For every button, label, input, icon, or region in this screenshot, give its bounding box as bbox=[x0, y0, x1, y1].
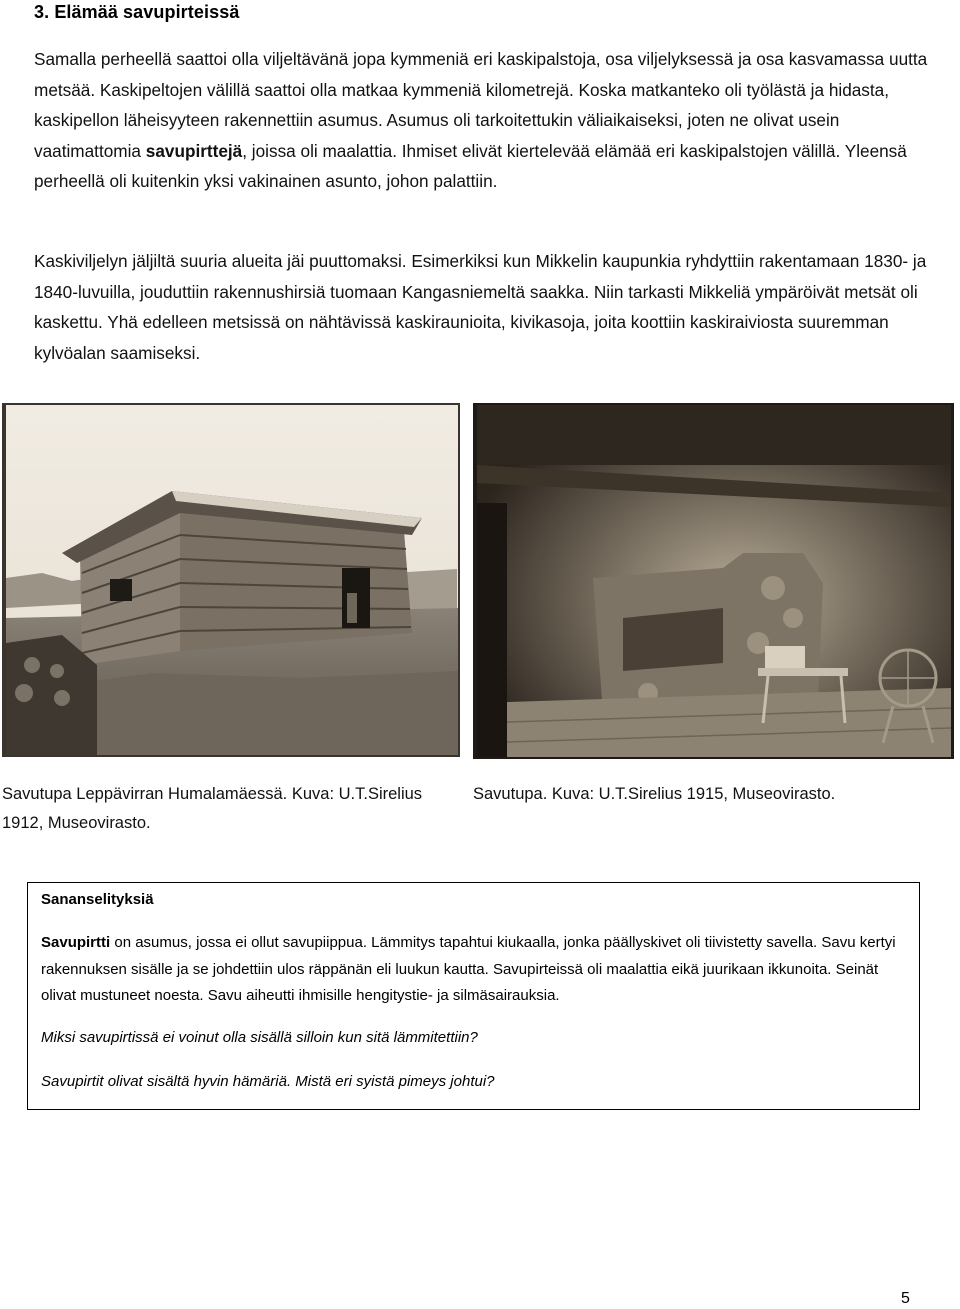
photo-2-caption: Savutupa. Kuva: U.T.Sirelius 1915, Museovirasto. bbox=[473, 785, 836, 803]
glossary-question-2: Savupirtit olivat sisältä hyvin hämäriä. Mistä eri syistä pimeys johtui? bbox=[41, 1073, 495, 1090]
cabin-exterior-image bbox=[2, 403, 460, 757]
photo-1-caption: Savutupa Leppävirran Humalamäessä. Kuva: U.T.Sirelius 1912, Museovirasto. bbox=[2, 785, 423, 832]
page-number: 5 bbox=[901, 1290, 910, 1307]
glossary-title: Sananselityksiä bbox=[41, 891, 154, 908]
cabin-exterior-photo bbox=[2, 403, 460, 757]
glossary-term: Savupirtti bbox=[41, 934, 111, 951]
glossary-definition-text: on asumus, jossa ei ollut savupiippua. Lämmitys tapahtui kiukaalla, jonka päällyskivet oli tiivistetty savella. Savu kertyi rakennuksen sisälle ja se johdettiin ulos räppänän eli luukun kautta. Savupirteissä oli maalattia eikä juurikaan ikkunoita. Seinät olivat mustuneet noesta. Savu aiheutti ihmisille hengitystie- ja silmäsairauksia. bbox=[41, 934, 896, 1004]
paragraph-1-bold-term: savupirttejä bbox=[145, 140, 243, 161]
glossary-question-1: Miksi savupirtissä ei voinut olla sisällä silloin kun sitä lämmitettiin? bbox=[41, 1029, 478, 1046]
paragraph-2: Kaskiviljelyn jäljiltä suuria alueita jäi puuttomaksi. Esimerkiksi kun Mikkelin kaupunkia ryhdyttiin rakentamaan 1830- ja 1840-luvuilla, jouduttiin rakennushirsiä tuomaan Kangasniemeltä saakka. Niin tarkasti Mikkeliä ympäröivät metsät oli kaskettu. Yhä edelleen metsissä on nähtävissä kaskiraunioita, kivikasoja, joita koottiin kaskiraiviosta suuremman kylvöalan saamiseksi. bbox=[34, 251, 927, 363]
section-heading: 3. Elämää savupirteissä bbox=[34, 2, 240, 22]
cabin-interior-photo bbox=[473, 403, 954, 759]
paragraph-1-text-a: Samalla perheellä saattoi olla viljeltävänä jopa kymmeniä eri kaskipalstoja, osa viljelyksessä ja osa kasvamassa uutta metsää. Kaskipeltojen välillä saattoi olla matkaa kymmeniä kilometrejä. Koska matkanteko oli työlästä ja hidasta, kaskipellon läheisyyteen rakennettiin asumus. Asumus oli tarkoitettukin väliaikaiseksi, joten ne olivat usein vaatimattomia bbox=[34, 49, 928, 161]
paragraph-1 bbox=[34, 44, 934, 197]
cabin-interior-image bbox=[473, 403, 954, 759]
glossary-box bbox=[27, 882, 920, 1110]
paragraph-1-text-b: , joissa oli maalattia. Ihmiset elivät kiertelevää elämää eri kaskipalstojen välillä. Yleensä perheellä oli kuitenkin yksi vakinainen asunto, johon palattiin. bbox=[34, 140, 907, 191]
glossary-definition bbox=[41, 930, 909, 1010]
